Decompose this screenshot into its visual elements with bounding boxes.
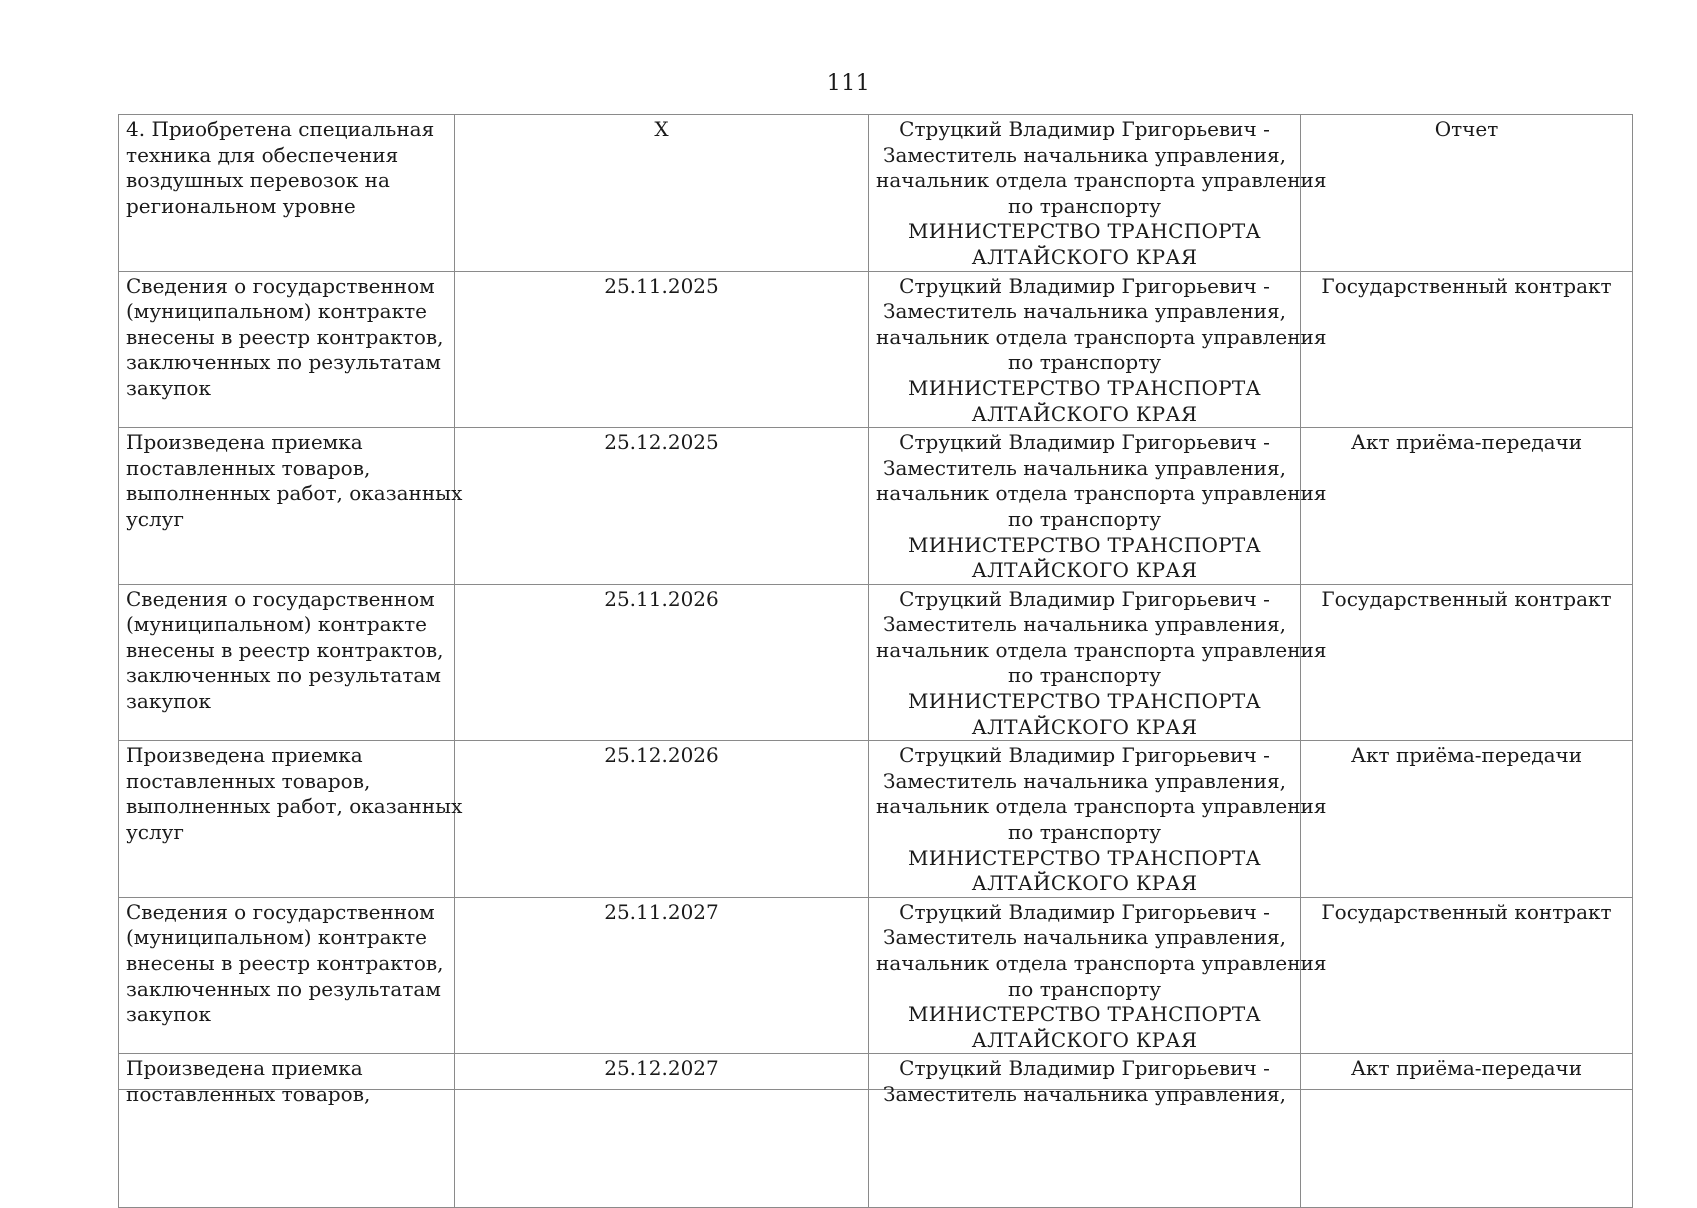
description-line: внесены в реестр контрактов, <box>126 637 444 662</box>
cell-responsible <box>869 741 1327 898</box>
cell-date <box>455 741 869 898</box>
description-line: услуг <box>126 506 184 531</box>
document-type: Государственный контракт <box>1321 586 1612 611</box>
responsible-line: Заместитель начальника управления, <box>883 299 1286 324</box>
cell-date <box>455 584 869 741</box>
responsible-line: Струцкий Владимир Григорьевич - <box>899 899 1270 924</box>
description-line: заключенных по результатам <box>126 976 441 1001</box>
responsible-line: начальник отдела транспорта управления <box>876 324 1327 349</box>
description-line: внесены в реестр контрактов, <box>126 951 444 975</box>
description-line: поставленных товаров, <box>126 768 371 793</box>
description-line: заключенных по результатам <box>126 350 441 375</box>
cell-responsible <box>869 1054 1301 1208</box>
description-line: Сведения о государственном <box>126 586 435 611</box>
cell-document <box>1301 741 1633 898</box>
description-line: закупок <box>126 1002 211 1027</box>
description-line: региональном уровне <box>126 193 356 218</box>
organization-line: МИНИСТЕРСТВО ТРАНСПОРТА <box>908 845 1261 870</box>
organization-line: АЛТАЙСКОГО КРАЯ <box>971 558 1198 583</box>
cell-description <box>119 584 455 741</box>
cell-date <box>455 428 869 585</box>
cell-description <box>119 741 463 898</box>
cell-responsible <box>869 115 1327 272</box>
cell-description <box>119 897 455 1054</box>
table-container <box>118 114 1632 1106</box>
responsible-line: Заместитель начальника управления, <box>883 925 1286 950</box>
cell-document <box>1301 271 1633 428</box>
description-line: Сведения о государственном <box>126 899 435 924</box>
table-row <box>119 584 1633 741</box>
description-line: 4. Приобретена специальная <box>126 117 435 141</box>
date-value: 25.12.2025 <box>604 430 719 455</box>
cell-document <box>1301 584 1633 741</box>
responsible-line: Заместитель начальника управления, <box>883 455 1286 480</box>
cell-responsible <box>869 897 1327 1054</box>
document-type: Акт приёма-передачи <box>1350 430 1583 455</box>
cell-document <box>1301 428 1633 585</box>
table-body <box>119 115 1633 1208</box>
cell-document <box>1301 1054 1633 1208</box>
responsible-line: Струцкий Владимир Григорьевич - <box>899 1056 1270 1081</box>
description-line: закупок <box>126 375 211 400</box>
cell-document <box>1301 115 1633 272</box>
cell-description <box>119 115 455 272</box>
page-number: 111 <box>826 71 871 96</box>
description-line: поставленных товаров, <box>126 1081 371 1106</box>
cell-document <box>1301 897 1633 1054</box>
document-type: Акт приёма-передачи <box>1350 743 1583 768</box>
responsible-line: Заместитель начальника управления, <box>883 142 1286 167</box>
responsible-line: начальник отдела транспорта управления <box>876 951 1327 975</box>
responsible-line: начальник отдела транспорта управления <box>876 168 1327 193</box>
date-value: 25.11.2027 <box>604 899 719 924</box>
table-row <box>119 271 1633 428</box>
cell-date <box>455 115 869 272</box>
description-line: выполненных работ, оказанных <box>126 794 463 819</box>
cell-description <box>119 428 463 585</box>
cell-date <box>455 271 869 428</box>
organization-line: МИНИСТЕРСТВО ТРАНСПОРТА <box>908 219 1261 244</box>
cell-description <box>119 271 455 428</box>
cell-date <box>455 897 869 1054</box>
date-value: X <box>654 117 669 141</box>
document-type: Государственный контракт <box>1321 899 1612 924</box>
description-line: поставленных товаров, <box>126 455 371 480</box>
document-type: Акт приёма-передачи <box>1350 1056 1583 1081</box>
cell-responsible <box>869 584 1327 741</box>
organization-line: АЛТАЙСКОГО КРАЯ <box>971 244 1198 269</box>
cell-description <box>119 1054 455 1208</box>
date-value: 25.12.2026 <box>604 743 719 768</box>
table-row <box>119 428 1633 585</box>
organization-line: АЛТАЙСКОГО КРАЯ <box>971 1027 1198 1052</box>
responsible-line: начальник отдела транспорта управления <box>876 481 1327 506</box>
responsible-line: начальник отдела транспорта управления <box>876 637 1327 662</box>
table-row <box>119 1054 1633 1208</box>
organization-line: МИНИСТЕРСТВО ТРАНСПОРТА <box>908 1002 1261 1027</box>
description-line: техника для обеспечения <box>126 142 399 167</box>
responsible-line: по транспорту <box>1007 976 1162 1001</box>
responsible-line: Струцкий Владимир Григорьевич - <box>899 430 1270 455</box>
table-row <box>119 115 1633 272</box>
organization-line: АЛТАЙСКОГО КРАЯ <box>971 871 1198 896</box>
responsible-line: по транспорту <box>1007 820 1162 845</box>
description-line: (муниципальном) контракте <box>126 925 427 950</box>
date-value: 25.11.2025 <box>604 273 719 298</box>
date-value: 25.11.2026 <box>604 586 719 611</box>
description-line: Произведена приемка <box>126 1056 363 1081</box>
table-row <box>119 897 1633 1054</box>
cell-responsible <box>869 428 1327 585</box>
document-type: Отчет <box>1434 117 1499 141</box>
document-type: Государственный контракт <box>1321 273 1612 298</box>
organization-line: МИНИСТЕРСТВО ТРАНСПОРТА <box>908 532 1261 557</box>
milestones-table <box>118 114 1633 1208</box>
responsible-line: Заместитель начальника управления, <box>883 1081 1286 1106</box>
responsible-line: Струцкий Владимир Григорьевич - <box>899 586 1270 611</box>
responsible-line: начальник отдела транспорта управления <box>876 794 1327 819</box>
organization-line: АЛТАЙСКОГО КРАЯ <box>971 401 1198 426</box>
date-value: 25.12.2027 <box>604 1056 719 1081</box>
responsible-line: по транспорту <box>1007 663 1162 688</box>
description-line: Произведена приемка <box>126 430 363 455</box>
organization-line: АЛТАЙСКОГО КРАЯ <box>971 714 1198 739</box>
table-row <box>119 741 1633 898</box>
description-line: Произведена приемка <box>126 743 363 768</box>
description-line: воздушных перевозок на <box>126 168 390 193</box>
description-line: (муниципальном) контракте <box>126 612 427 637</box>
description-line: заключенных по результатам <box>126 663 441 688</box>
organization-line: МИНИСТЕРСТВО ТРАНСПОРТА <box>908 375 1261 400</box>
description-line: Сведения о государственном <box>126 273 435 298</box>
description-line: услуг <box>126 820 184 845</box>
organization-line: МИНИСТЕРСТВО ТРАНСПОРТА <box>908 689 1261 714</box>
description-line: выполненных работ, оказанных <box>126 481 463 506</box>
description-line: закупок <box>126 689 211 714</box>
responsible-line: Струцкий Владимир Григорьевич - <box>899 743 1270 768</box>
responsible-line: Струцкий Владимир Григорьевич - <box>899 273 1270 298</box>
responsible-line: по транспорту <box>1007 193 1162 218</box>
responsible-line: Заместитель начальника управления, <box>883 768 1286 793</box>
cell-responsible <box>869 271 1327 428</box>
cell-date <box>455 1054 869 1208</box>
responsible-line: по транспорту <box>1007 350 1162 375</box>
responsible-line: по транспорту <box>1007 506 1162 531</box>
responsible-line: Струцкий Владимир Григорьевич - <box>899 117 1270 141</box>
responsible-line: Заместитель начальника управления, <box>883 612 1286 637</box>
description-line: внесены в реестр контрактов, <box>126 324 444 349</box>
description-line: (муниципальном) контракте <box>126 299 427 324</box>
